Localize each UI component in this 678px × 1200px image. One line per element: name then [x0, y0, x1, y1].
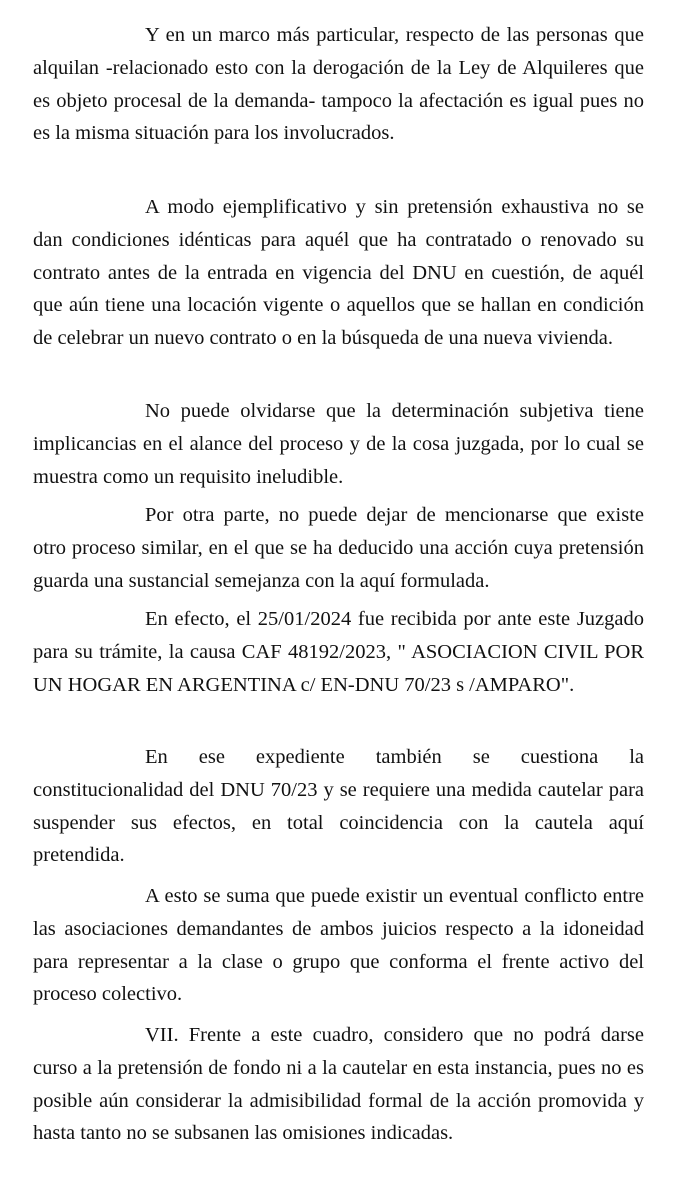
paragraph-5: En efecto, el 25/01/2024 fue recibida por ante este Juzgado para su trámite, la causa CAF 48192/2023, " ASOCIACION CIVIL POR UN HOGAR EN ARGENTINA c/ EN-DNU 70/23 s /AMPARO".: [33, 608, 644, 696]
paragraph-4: Por otra parte, no puede dejar de mencionarse que existe otro proceso similar, en el que se ha deducido una acción cuya pretensión guarda una sustancial semejanza con la aquí formulada.: [33, 504, 644, 592]
paragraph-6: En ese expediente también se cuestiona la constitucionalidad del DNU 70/23 y se requiere una medida cautelar para suspender sus efectos, en total coincidencia con la cautela aquí pretendida.: [33, 746, 644, 867]
paragraph-3: No puede olvidarse que la determinación subjetiva tiene implicancias en el alance del proceso y de la cosa juzgada, por lo cual se muestra como un requisito ineludible.: [33, 400, 644, 488]
paragraph-7: A esto se suma que puede existir un eventual conflicto entre las asociaciones demandantes de ambos juicios respecto a la idoneidad para representar a la clase o grupo que conforma el frente activo del proceso colectivo.: [33, 885, 644, 1006]
paragraph-1: Y en un marco más particular, respecto de las personas que alquilan -relacionado esto con la derogación de la Ley de Alquileres que es objeto procesal de la demanda- tampoco la afectación es igual pues no es la misma situación para los involucrados.: [33, 24, 644, 145]
paragraph-8: VII. Frente a este cuadro, considero que no podrá darse curso a la pretensión de fondo ni a la cautelar en esta instancia, pues no es posible aún considerar la admisibilidad formal de la acción promovida y hasta tanto no se subsanen las omisiones indicadas.: [33, 1024, 644, 1145]
paragraph-2: A modo ejemplificativo y sin pretensión exhaustiva no se dan condiciones idénticas para aquél que ha contratado o renovado su contrato antes de la entrada en vigencia del DNU en cuestión, de aquél que aún tiene una locación vigente o aquellos que se hallan en condición de celebrar un nuevo contrato o en la búsqueda de una nueva vivienda.: [33, 196, 644, 350]
